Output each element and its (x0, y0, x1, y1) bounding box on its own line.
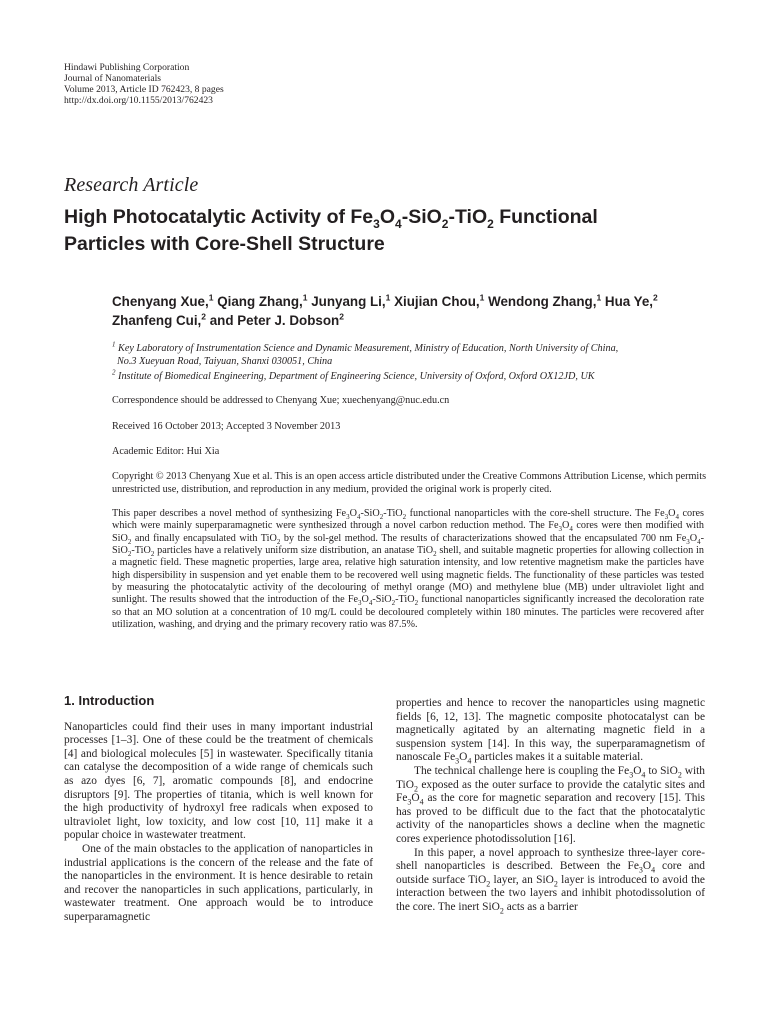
abstract-sub: 3 (558, 525, 562, 534)
formula-sub: 2 (486, 879, 491, 888)
abstract-text: This paper describes a novel method of synthesizing Fe (112, 508, 347, 519)
author: Qiang Zhang, (213, 294, 303, 309)
author: Junyang Li, (307, 294, 386, 309)
abstract-sub: 4 (368, 599, 373, 608)
abstract-sub: 4 (569, 525, 573, 534)
author-affil-mark: 1 (302, 292, 308, 303)
title-part: O (379, 206, 396, 228)
paragraph-text: acts as a barrier (503, 900, 578, 913)
affil-text: Key Laboratory of Instrumentation Science and Dynamic Measurement, Ministry of Education, North University of China, (115, 343, 619, 354)
paragraph-text: properties and hence to recover the nanoparticles using magnetic fields [6, 12, 13]. The magnetic composite photocatalyst can be magnetically agitated by an alternating magnetic field in a suspension system [14]. In this way, the superparamagnetism of nanoscale Fe (396, 697, 705, 764)
abstract-sub: 2 (150, 550, 155, 559)
paragraph-text: as the core for magnetic separation and recovery [15]. This has proved to be difficult due to the fact that the photocatalytic activity of the nanoparticles shows a decline when the magnetic cores experience photodissolution [16]. (396, 792, 705, 845)
title-part: Functional (493, 206, 598, 228)
title-line2: Particles with Core-Shell Structure (64, 233, 385, 255)
author-affil-mark: 1 (596, 292, 602, 303)
author: Zhanfeng Cui, (112, 313, 202, 328)
formula-sub: 4 (419, 797, 424, 807)
author-affil-mark: 1 (208, 292, 214, 303)
author-affil-mark: 2 (201, 311, 206, 322)
abstract-text: -TiO (131, 545, 151, 557)
abstract-text: cores which were mainly superparamagnetic were synthesized through a novel carbon reduction method. The Fe (112, 508, 704, 532)
abstract-sub: 4 (675, 513, 679, 522)
affil-text: Institute of Biomedical Engineering, Department of Engineering Science, University of Oxford, Oxford OX12JD, UK (115, 371, 595, 382)
abstract-text: -SiO (112, 532, 705, 557)
paragraph: In this paper, a novel approach to synthesize three-layer core-shell nanoparticles is described. Between the $Fe_3O_4$ core and outside surface TiO$_2$ layer, an SiO$_2$ layer is introduced to avoid the interaction between the two layers and inhibit photodissolution of the core. The inert SiO$_2$ acts as a barrier (396, 846, 705, 916)
abstract-sub: 2 (391, 599, 396, 608)
abstract-sub: 2 (433, 550, 437, 559)
abstract-text: and finally encapsulated with TiO (131, 532, 277, 544)
paragraph-text: to SiO (645, 764, 678, 777)
paragraph: One of the main obstacles to the application of nanoparticles in industrial applications is the concern of the release and the fate of the nanoparticles in the environment. It is hence desirable to retain and recover the nanoparticles in such applications, particularly, in wastewater treatment. One approach would be to introduce superparamagnetic (64, 842, 373, 923)
formula-sub: 3 (407, 797, 412, 807)
affil-number: 1 (112, 340, 116, 349)
paragraph-text: exposed as the outer surface to provide the catalytic sites and Fe (396, 778, 705, 805)
author-affil-mark: 1 (385, 292, 391, 303)
abstract-text: functional nanoparticles with the core-shell structure. The Fe (406, 508, 665, 519)
title-part: -SiO (401, 206, 442, 228)
title-sub: 2 (487, 216, 494, 231)
formula-sub: 2 (677, 770, 682, 780)
correspondence: Correspondence should be addressed to Chenyang Xue; xuechenyang@nuc.edu.cn (112, 395, 450, 406)
abstract-text: particles have a relatively uniform size distribution, an anatase TiO (154, 545, 434, 557)
abstract-text: shell, and suitable magnetic properties for allowing collection in a magnetic field. These magnetic properties, large area, relative high saturation intensity, and low retentive magnetism make the particles have high dispersibility in suspension and yet enable them to be recovered well using magnetic fields. The functionality of these particles was tested by measuring the photocatalytic activity of the decolouring of methyl orange (MO) and methylene blue (MB) under ultraviolet light and sunlight. The results showed that the introduction of the Fe (112, 545, 704, 606)
abstract-sub: 2 (127, 550, 132, 559)
abstract-sub: 2 (414, 599, 419, 608)
paragraph-text: core and outside surface TiO (396, 860, 705, 886)
abstract-sub: 2 (379, 513, 384, 522)
paragraph-text: In this paper, a novel approach to synthesize three-layer core-shell nanoparticles is described. Between the Fe (396, 846, 705, 873)
formula-sub: 4 (467, 756, 472, 766)
author-affil-mark: 2 (653, 292, 658, 303)
formula-sub: 3 (455, 756, 460, 766)
formula-sub: 4 (641, 770, 646, 780)
formula-sub: 2 (553, 879, 558, 888)
publisher: Hindawi Publishing Corporation (64, 62, 190, 73)
article-type: Research Article (64, 174, 199, 196)
formula-sub: 2 (499, 906, 504, 916)
affiliation-2 (112, 368, 712, 384)
academic-editor: Academic Editor: Hui Xia (112, 446, 220, 457)
abstract-sub: 2 (127, 537, 132, 546)
abstract-sub: 2 (276, 537, 281, 546)
abstract-text: -TiO (395, 594, 415, 606)
author: Chenyang Xue, (112, 294, 209, 309)
doi-link[interactable]: http://dx.doi.org/10.1155/2013/762423 (64, 95, 213, 106)
title-sub: 3 (373, 216, 380, 231)
abstract-sub: 3 (358, 599, 362, 608)
title-sub: 4 (395, 216, 402, 231)
abstract-sub: 2 (402, 513, 407, 522)
journal-header (64, 62, 224, 106)
author: Hua Ye, (601, 294, 654, 309)
abstract-text: -SiO (360, 508, 380, 519)
author: Wendong Zhang, (484, 294, 597, 309)
formula-sub: 4 (651, 865, 656, 875)
abstract-sub: 3 (664, 513, 669, 522)
paragraph: The technical challenge here is coupling the $Fe_3O_4$ to SiO$_2$ with TiO$_2$ exposed as the outer surface to provide the catalytic sites and $Fe_3O_4$ as the core for magnetic separation and recovery [15]. This has proved to be difficult due to the fact that the photocatalytic activity of the nanoparticles shows a decline when the magnetic cores experience photodissolution [16]. (396, 764, 705, 845)
title-part: High Photocatalytic Activity of Fe (64, 206, 374, 228)
abstract-text: -TiO (383, 508, 403, 519)
affil-text: No.3 Xueyuan Road, Taiyuan, Shanxi 030051, China (117, 355, 333, 367)
abstract-text: -SiO (372, 594, 392, 606)
paragraph-text: layer, an SiO (490, 873, 554, 886)
author-affil-mark: 1 (479, 292, 485, 303)
abstract-text: functional nanoparticles significantly increased the decoloration rate so that an MO solution at a concentration of 10 mg/L could be decoloured completely within 180 minutes. The particles were recovered after utilization, washing, and drying and the primary recovery ratio was 87.5%. (112, 594, 704, 631)
abstract-text: by the sol-gel method. The results of characterizations showed that the encapsulated 700 nm Fe (280, 532, 687, 544)
affiliation-1 (112, 340, 712, 368)
affil-number: 2 (112, 368, 116, 377)
author: Xiujian Chou, (390, 294, 480, 309)
paragraph-text: The technical challenge here is coupling the Fe (414, 764, 630, 777)
paragraph-text: layer is introduced to avoid the interaction between the two layers and inhibit photodissolution of the core. The inert SiO (396, 873, 705, 913)
abstract-text: cores were then modified with SiO (112, 520, 704, 544)
abstract-sub: 4 (697, 537, 701, 546)
volume-info: Volume 2013, Article ID 762423, 8 pages (64, 84, 224, 95)
journal-name: Journal of Nanomaterials (64, 73, 161, 84)
author-list (112, 292, 712, 330)
author-affil-mark: 2 (339, 311, 344, 322)
section-heading: 1. Introduction (64, 693, 155, 708)
author: and Peter J. Dobson (206, 313, 340, 328)
paragraph-text: particles makes it a suitable material. (471, 751, 644, 764)
received-accepted: Received 16 October 2013; Accepted 3 November 2013 (112, 421, 341, 432)
paragraph: properties and hence to recover the nanoparticles using magnetic fields [6, 12, 13]. The magnetic composite photocatalyst can be magnetically agitated by an alternating magnetic field in a suspension system [14]. In this way, the superparamagnetism of nanoscale $Fe_3O_4$ particles makes it a suitable material. (396, 697, 705, 766)
paragraph: Nanoparticles could find their uses in many important industrial processes [1–3]. One of these could be the treatment of chemicals [4] and biological molecules [5] in wastewater. Specifically titania can catalyse the decomposition of a wide range of chemicals such as azo dyes [6, 7], aromatic compounds [8], and endocrine disruptors [9]. The properties of titania, which is well known for the high productivity of hydroxyl free radicals when exposed to ultraviolet light, low toxicity, and low cost [10, 11] make it a popular choice in wastewater treatment. (64, 720, 373, 842)
paragraph-text: with TiO (396, 764, 705, 791)
formula-sub: 2 (413, 783, 418, 793)
abstract-sub: 3 (686, 537, 690, 546)
abstract-sub: 3 (346, 513, 350, 522)
title-sub: 2 (441, 216, 449, 231)
formula-sub: 3 (638, 865, 643, 875)
body-column-right (396, 697, 705, 915)
title-part: -TiO (448, 206, 488, 228)
abstract-sub: 4 (356, 513, 361, 522)
formula-sub: 3 (629, 770, 634, 780)
abstract: This paper describes a novel method of synthesizing $Fe_3O_4-SiO_2-TiO_2$ functional nanoparticles with the core-shell structure. The $Fe_3O_4$ cores which were mainly superparamagnetic were synthesized through a novel carbon reduction method. The $Fe_3O_4$ cores were then modified with SiO$_2$ and finally encapsulated with TiO$_2$ by the sol-gel method. The results of characterizations showed that the encapsulated 700 nm $Fe_3O_4-SiO_2-TiO_2$ particles have a relatively uniform size distribution, an anatase TiO$_2$ shell, and suitable magnetic properties for allowing collection in a magnetic field. These magnetic properties, large area, relative high saturation intensity, and low retentive magnetism make the particles have high dispersibility in suspension and yet enable them to be recovered well using magnetic fields. The functionality of these particles was tested by measuring the photocatalytic activity of the decolouring of methyl orange (MO) and methylene blue (MB) under ultraviolet light and sunlight. The results showed that the introduction of the $Fe_3O_4-SiO_2-TiO_2$ functional nanoparticles significantly increased the decoloration rate so that an MO solution at a concentration of 10 mg/L could be decoloured completely within 180 minutes. The particles were recovered after utilization, washing, and drying and the primary recovery ratio was 87.5%. (112, 508, 705, 631)
paper-title (64, 204, 714, 258)
body-column-left (64, 694, 373, 925)
copyright-notice: Copyright © 2013 Chenyang Xue et al. This is an open access article distributed under the Creative Commons Attribution License, which permits unrestricted use, distribution, and reproduction in any medium, provided the original work is properly cited. (112, 471, 707, 495)
